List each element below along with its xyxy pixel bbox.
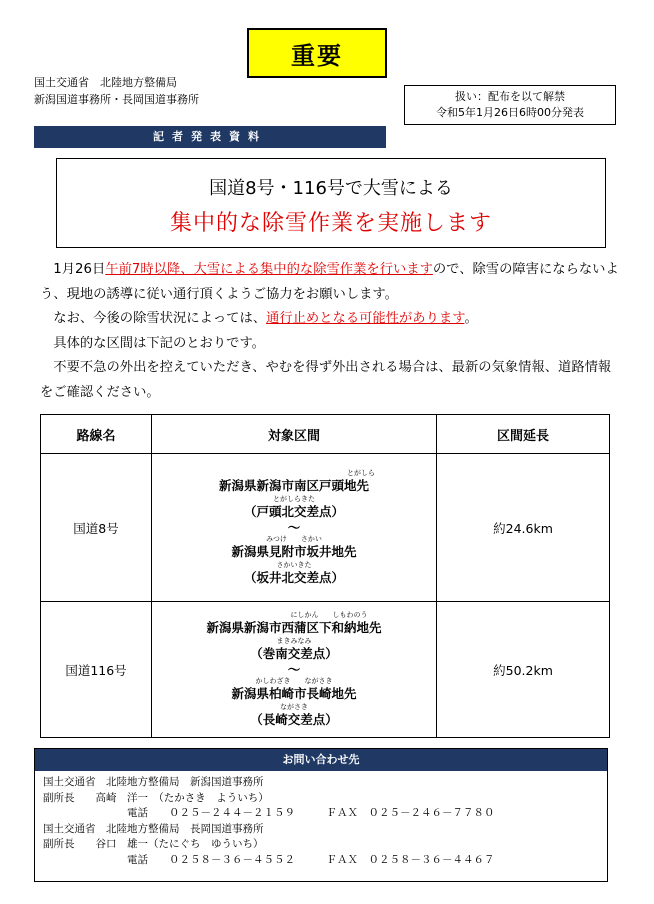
paragraph xyxy=(40,258,620,307)
contact-header: お問い合わせ先 xyxy=(35,749,607,771)
body-text xyxy=(40,258,620,406)
emphasis-text: 午前7時以降、大雪による集中的な除雪作業を行います xyxy=(105,262,433,277)
ruby: さかいきた xyxy=(276,560,312,569)
ruby: ながさき xyxy=(280,702,308,711)
table-header-row xyxy=(41,415,610,454)
contact-line: 国土交通省 北陸地方整備局 長岡国道事務所 xyxy=(43,822,264,835)
title-line-2: 集中的な除雪作業を実施します xyxy=(169,211,492,236)
route-table xyxy=(40,414,610,738)
section-from: 新潟県新潟市西蒲区下和納地先 xyxy=(206,619,382,635)
handling-box xyxy=(404,85,616,125)
contact-line: 副所長 谷口 雄一（たにぐち ゆういち） xyxy=(43,838,264,850)
section-from-point: （巻南交差点） xyxy=(250,645,338,661)
text: ので、除雪の障害にならないよう、現地の誘導に従い通行頂くようご協力をお願いします。 xyxy=(40,262,619,302)
column-header: 区間延長 xyxy=(437,415,610,454)
tilde: ～ xyxy=(287,661,301,677)
contact-phone-line: 電話 ０２５８－３６－４５５２ ＦＡＸ ０２５８－３６－４４６７ xyxy=(43,853,495,866)
press-release-label: 記者発表資料 xyxy=(34,126,386,148)
release-time: 令和5年1月26日6時00分発表 xyxy=(436,106,584,119)
table-row xyxy=(41,602,610,738)
text: 具体的な区間は下記のとおりです。 xyxy=(53,335,265,351)
text: なお、今後の除雪状況によっては、 xyxy=(53,311,267,327)
section-to-point: （坂井北交差点） xyxy=(243,569,344,585)
text: 不要不急の外出を控えていただき、やむを得ず外出される場合は、最新の気象情報、道路情報をご確認ください。 xyxy=(40,360,612,400)
contact-line: 国土交通省 北陸地方整備局 新潟国道事務所 xyxy=(43,776,264,788)
section-cell xyxy=(152,454,437,602)
text: 。 xyxy=(464,311,478,327)
section-cell xyxy=(152,602,437,738)
title-box xyxy=(56,158,606,248)
paragraph xyxy=(40,356,620,405)
section-from: 新潟県新潟市南区戸頭地先 xyxy=(218,477,369,493)
route-name: 国道8号 xyxy=(41,454,152,602)
ruby: とがしらきた xyxy=(273,494,315,503)
importance-badge: 重要 xyxy=(247,28,387,78)
handling-line: 扱い：配布を以て解禁 xyxy=(455,90,565,103)
section-length: 約24.6km xyxy=(437,454,610,602)
ruby: みつけ さかい xyxy=(266,534,322,543)
column-header: 路線名 xyxy=(41,415,152,454)
paragraph xyxy=(40,307,620,332)
section-from-point: （戸頭北交差点） xyxy=(243,503,344,519)
contact-box xyxy=(34,748,608,882)
paragraph xyxy=(40,332,620,357)
section-length: 約50.2km xyxy=(437,602,610,738)
title-line-1: 国道8号・116号で大雪による xyxy=(209,178,453,199)
route-name: 国道116号 xyxy=(41,602,152,738)
section-to: 新潟県見附市坂井地先 xyxy=(231,543,357,559)
tilde: ～ xyxy=(287,519,301,535)
text: 1月26日 xyxy=(53,262,106,277)
ruby: とがしら xyxy=(347,468,375,477)
section-to-point: （長崎交差点） xyxy=(250,711,338,727)
ruby: かしわざき ながさき xyxy=(255,676,333,685)
section-to: 新潟県柏崎市長崎地先 xyxy=(231,685,357,701)
column-header: 対象区間 xyxy=(152,415,437,454)
issuer-line: 新潟国道事務所・長岡国道事務所 xyxy=(34,93,199,106)
table-row xyxy=(41,454,610,602)
contact-line: 副所長 高崎 洋一 （たかさき よういち） xyxy=(43,791,269,804)
ruby: まきみなみ xyxy=(276,636,312,645)
emphasis-text: 通行止めとなる可能性があります xyxy=(266,311,465,327)
ruby: にしかん しもわのう xyxy=(290,610,368,619)
issuer xyxy=(34,74,199,108)
contact-phone-line: 電話 ０２５－２４４－２１５９ ＦＡＸ ０２５－２４６－７７８０ xyxy=(43,807,495,819)
issuer-line: 国土交通省 北陸地方整備局 xyxy=(34,76,177,89)
contact-lines xyxy=(35,771,607,868)
